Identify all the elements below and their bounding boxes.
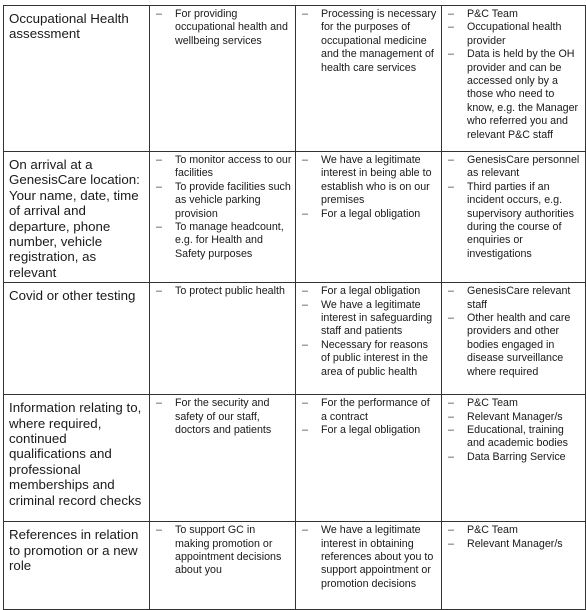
list-item-text: For the performance of a contract (321, 397, 430, 423)
list-item-text: To manage headcount, e.g. for Health and Safety purposes (175, 221, 284, 260)
list-item-text: P&C Team (467, 397, 518, 410)
data-category-cell: Covid or other testing (4, 283, 150, 395)
table-row (4, 152, 586, 283)
list-item (301, 424, 438, 437)
lawful-basis-cell (296, 395, 442, 522)
dash-bullet-icon: – (302, 154, 308, 166)
bullet-list (301, 397, 438, 437)
list-item (447, 312, 582, 379)
dash-bullet-icon: – (302, 207, 308, 220)
list-item (447, 397, 582, 410)
list-item-text: For the security and safety of our staff, doctors and patients (175, 397, 272, 437)
list-item (447, 21, 582, 48)
dash-bullet-icon: – (448, 180, 454, 193)
recipients-cell (442, 152, 586, 283)
lawful-basis-cell (296, 152, 442, 283)
dash-bullet-icon: – (156, 397, 162, 410)
list-item-text: Processing is necessary for the purposes of occupational medicine and the management of health care services (321, 8, 437, 74)
list-item-text: Necessary for reasons of public interest in the area of public health (321, 338, 428, 378)
dash-bullet-icon: – (448, 397, 454, 410)
list-item-text: To monitor access to our facilities (175, 154, 292, 180)
list-item (301, 8, 438, 75)
dash-bullet-icon: – (302, 397, 308, 410)
list-item-text: For a legal obligation (321, 207, 421, 220)
list-item (447, 411, 582, 424)
bullet-list (155, 285, 292, 298)
bullet-list (301, 524, 438, 591)
list-item (155, 154, 292, 181)
list-item (447, 524, 582, 537)
dash-bullet-icon: – (448, 424, 454, 437)
table-body (4, 6, 586, 610)
dash-bullet-icon: – (156, 154, 162, 166)
dash-bullet-icon: – (302, 524, 308, 537)
dash-bullet-icon: – (302, 8, 308, 20)
dash-bullet-icon: – (302, 298, 308, 311)
list-item-text: P&C Team (467, 524, 518, 537)
list-item (301, 524, 438, 591)
dash-bullet-icon: – (448, 537, 454, 550)
personal-data-processing-table (3, 5, 586, 610)
list-item-text: Third parties if an incident occurs, e.g. supervisory authorities during the course of enquiries or investigations (467, 180, 574, 260)
dash-bullet-icon: – (448, 410, 454, 423)
dash-bullet-icon: – (156, 180, 162, 193)
dash-bullet-icon: – (302, 424, 308, 437)
dash-bullet-icon: – (448, 154, 454, 166)
lawful-basis-cell (296, 6, 442, 152)
list-item-text: To support GC in making promotion or appointment decisions about you (175, 524, 282, 577)
list-item (155, 221, 292, 261)
dash-bullet-icon: – (448, 8, 454, 20)
dash-bullet-icon: – (156, 221, 162, 234)
data-category-cell: On arrival at a GenesisCare location: Your name, date, time of arrival and departure, phone number, vehicle registration, as relevant (4, 152, 150, 283)
list-item-text: Educational, training and academic bodies (467, 424, 569, 450)
bullet-list (447, 8, 582, 142)
dash-bullet-icon: – (448, 285, 454, 298)
list-item-text: GenesisCare relevant staff (467, 285, 571, 311)
recipients-cell (442, 283, 586, 395)
list-item-text: Data Barring Service (467, 450, 566, 463)
bullet-list (447, 397, 582, 464)
list-item (447, 181, 582, 261)
dash-bullet-icon: – (302, 285, 308, 298)
data-category-cell: Occupational Health assessment (4, 6, 150, 152)
list-item (447, 48, 582, 142)
purpose-cell (150, 152, 296, 283)
list-item-text: P&C Team (467, 8, 518, 20)
list-item (155, 8, 292, 48)
table-row (4, 283, 586, 395)
bullet-list (155, 397, 292, 437)
lawful-basis-cell (296, 283, 442, 395)
dash-bullet-icon: – (448, 48, 454, 61)
purpose-cell (150, 283, 296, 395)
bullet-list (155, 8, 292, 48)
list-item-text: To protect public health (175, 285, 285, 298)
table-row (4, 6, 586, 152)
dash-bullet-icon: – (448, 450, 454, 463)
list-item-text: Data is held by the OH provider and can be accessed only by a those who need to know, e.g. the Manager who referred you and relevant P&C staff (467, 48, 579, 141)
list-item (447, 451, 582, 464)
list-item-text: Other health and care providers and other bodies engaged in disease surveillance where required (467, 312, 571, 378)
list-item-text: We have a legitimate interest in obtaining references about you to support appointment or promotion decisions (321, 524, 434, 590)
list-item (447, 285, 582, 312)
bullet-list (155, 524, 292, 578)
bullet-list (447, 154, 582, 261)
purpose-cell (150, 6, 296, 152)
list-item (301, 208, 438, 221)
list-item-text: Occupational health provider (467, 21, 562, 47)
list-item (301, 397, 438, 424)
list-item-text: We have a legitimate interest in being able to establish who is on our premises (321, 154, 432, 207)
list-item (447, 8, 582, 21)
list-item (155, 524, 292, 578)
dash-bullet-icon: – (448, 312, 454, 325)
list-item (301, 299, 438, 339)
list-item (155, 181, 292, 221)
recipients-cell (442, 6, 586, 152)
list-item-text: For a legal obligation (321, 424, 421, 437)
list-item (447, 154, 582, 181)
list-item-text: We have a legitimate interest in safeguarding staff and patients (321, 298, 433, 338)
recipients-cell (442, 522, 586, 610)
list-item (301, 154, 438, 208)
bullet-list (447, 524, 582, 551)
list-item-text: GenesisCare personnel as relevant (467, 154, 580, 180)
lawful-basis-cell (296, 522, 442, 610)
list-item (301, 339, 438, 379)
list-item (155, 397, 292, 437)
recipients-cell (442, 395, 586, 522)
bullet-list (301, 8, 438, 75)
bullet-list (155, 154, 292, 261)
table-row (4, 395, 586, 522)
list-item-text: For a legal obligation (321, 285, 421, 298)
dash-bullet-icon: – (448, 21, 454, 34)
list-item (447, 538, 582, 551)
dash-bullet-icon: – (156, 524, 162, 537)
list-item-text: For providing occupational health and wellbeing services (175, 8, 288, 47)
list-item (301, 285, 438, 298)
list-item-text: Relevant Manager/s (467, 410, 563, 423)
dash-bullet-icon: – (156, 8, 162, 20)
data-category-cell: References in relation to promotion or a new role (4, 522, 150, 610)
purpose-cell (150, 522, 296, 610)
bullet-list (447, 285, 582, 379)
list-item-text: To provide facilities such as vehicle parking provision (175, 180, 291, 220)
dash-bullet-icon: – (302, 338, 308, 351)
purpose-cell (150, 395, 296, 522)
bullet-list (301, 154, 438, 221)
dash-bullet-icon: – (448, 524, 454, 537)
list-item (447, 424, 582, 451)
bullet-list (301, 285, 438, 379)
table-row (4, 522, 586, 610)
dash-bullet-icon: – (156, 285, 162, 298)
list-item-text: Relevant Manager/s (467, 537, 563, 550)
data-category-cell: Information relating to, where required, continued qualifications and professional memberships and criminal record checks (4, 395, 150, 522)
list-item (155, 285, 292, 298)
